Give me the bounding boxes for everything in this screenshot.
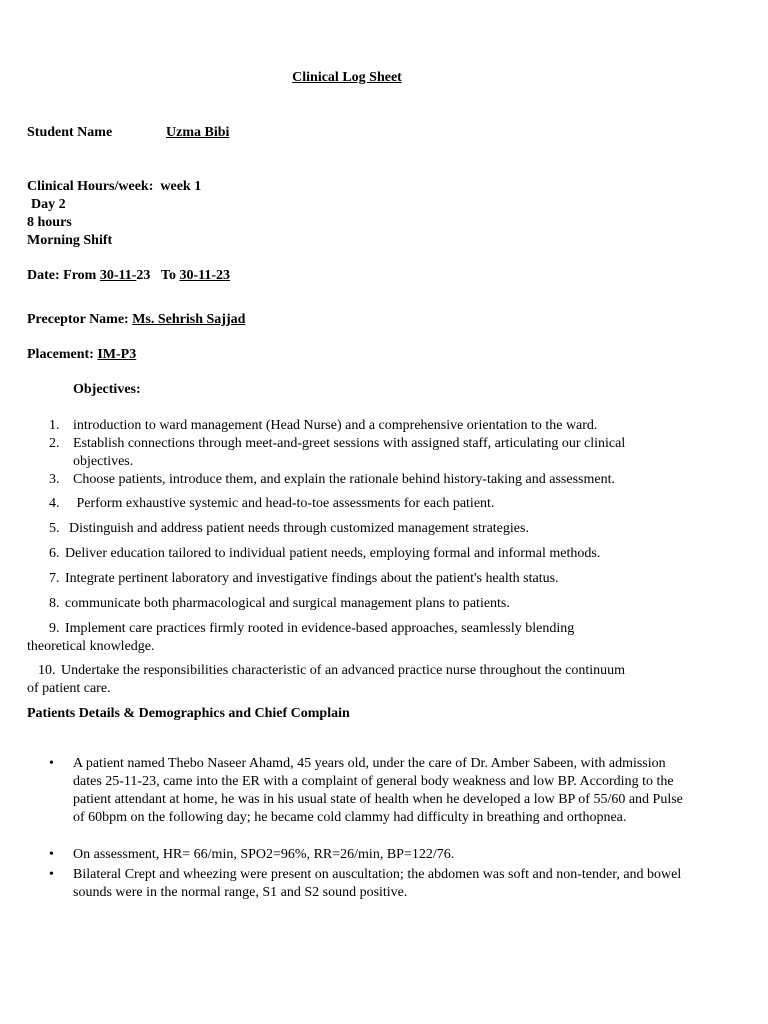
objective-number: 3.	[49, 472, 60, 487]
objective-number: 5.	[49, 521, 60, 536]
date-from-rest: 23	[136, 268, 151, 283]
date-line	[27, 267, 230, 285]
student-name-label: Student Name	[27, 125, 113, 140]
objective-number: 9.	[49, 621, 60, 636]
objective-text: Deliver education tailored to individual patient needs, employing formal and informal methods.	[65, 546, 601, 561]
objective-text: Distinguish and address patient needs through customized management strategies.	[69, 521, 529, 536]
objective-number: 2.	[49, 436, 60, 451]
objective-text: Establish connections through meet-and-greet sessions with assigned staff, articulating our clinical	[73, 436, 626, 451]
objectives-heading: Objectives:	[73, 382, 141, 397]
clinical-hours-line	[27, 178, 201, 196]
placement-value: IM-P3	[97, 347, 137, 362]
document-title: Clinical Log Sheet	[292, 70, 402, 85]
objective-number: 10.	[38, 663, 56, 678]
objective-text: Implement care practices firmly rooted in evidence-based approaches, seamlessly blending	[65, 621, 575, 636]
placement-line	[27, 346, 136, 364]
objective-continuation: theoretical knowledge.	[27, 639, 155, 654]
objective-text: introduction to ward management (Head Nurse) and a comprehensive orientation to the ward.	[73, 418, 598, 433]
preceptor-name: Ms. Sehrish Sajjad	[132, 312, 246, 327]
objective-text: Undertake the responsibilities characteristic of an advanced practice nurse throughout the continuum	[61, 663, 626, 678]
hours-value: 8 hours	[27, 215, 72, 230]
objective-number: 8.	[49, 596, 60, 611]
objective-item	[49, 417, 598, 435]
objective-item	[49, 435, 626, 453]
date-from-underlined: 30-11-	[99, 268, 137, 283]
bullet-text: Bilateral Crept and wheezing were present on auscultation; the abdomen was soft and non-tender, and bowel sounds were in the normal range, S1 and S2 sound positive.	[73, 867, 682, 900]
bullet-text: On assessment, HR= 66/min, SPO2=96%, RR=26/min, BP=122/76.	[73, 847, 455, 862]
bullet-icon: •	[49, 756, 54, 771]
objective-item	[49, 471, 615, 489]
bullet-text: A patient named Thebo Naseer Ahamd, 45 years old, under the care of Dr. Amber Sabeen, with admission dates 25-11-23, came into the ER with a complaint of general body weakness and low BP. According to the patient attendant at home, he was in his usual state of health when he developed a low BP of 55/60 and Pulse of 60bpm on the following day; he became cold clammy had difficulty in breathing and orthopnea.	[73, 756, 683, 825]
date-to-value: 30-11-23	[179, 268, 231, 283]
day-value: Day 2	[31, 197, 66, 212]
objective-item	[49, 495, 495, 513]
objective-item	[49, 620, 575, 638]
objective-number: 4.	[49, 496, 60, 511]
objective-text: Integrate pertinent laboratory and investigative findings about the patient's health status.	[65, 571, 559, 586]
week-value: week 1	[160, 179, 202, 194]
objective-text: Choose patients, introduce them, and explain the rationale behind history-taking and assessment.	[73, 472, 615, 487]
objective-number: 6.	[49, 546, 60, 561]
objective-item	[38, 662, 626, 680]
objective-item	[49, 595, 510, 613]
objective-item	[49, 545, 601, 563]
objective-number: 1.	[49, 418, 60, 433]
student-name-value: Uzma Bibi	[166, 125, 230, 140]
bullet-icon: •	[49, 847, 54, 862]
objective-item	[49, 520, 529, 538]
objective-number: 7.	[49, 571, 60, 586]
placement-label: Placement:	[27, 347, 98, 362]
clinical-hours-label: Clinical Hours/week:	[27, 179, 154, 194]
preceptor-line	[27, 311, 245, 329]
objective-item	[49, 570, 559, 588]
date-from-label: Date: From	[27, 268, 100, 283]
bullet-icon: •	[49, 867, 54, 882]
objective-continuation: of patient care.	[27, 681, 111, 696]
objective-continuation: objectives.	[73, 454, 134, 469]
objective-text: Perform exhaustive systemic and head-to-toe assessments for each patient.	[73, 496, 495, 511]
date-to-label: To	[160, 268, 180, 283]
objective-text: communicate both pharmacological and surgical management plans to patients.	[65, 596, 510, 611]
shift-value: Morning Shift	[27, 233, 113, 248]
preceptor-label: Preceptor Name:	[27, 312, 133, 327]
patients-heading: Patients Details & Demographics and Chief Complain	[27, 706, 350, 721]
